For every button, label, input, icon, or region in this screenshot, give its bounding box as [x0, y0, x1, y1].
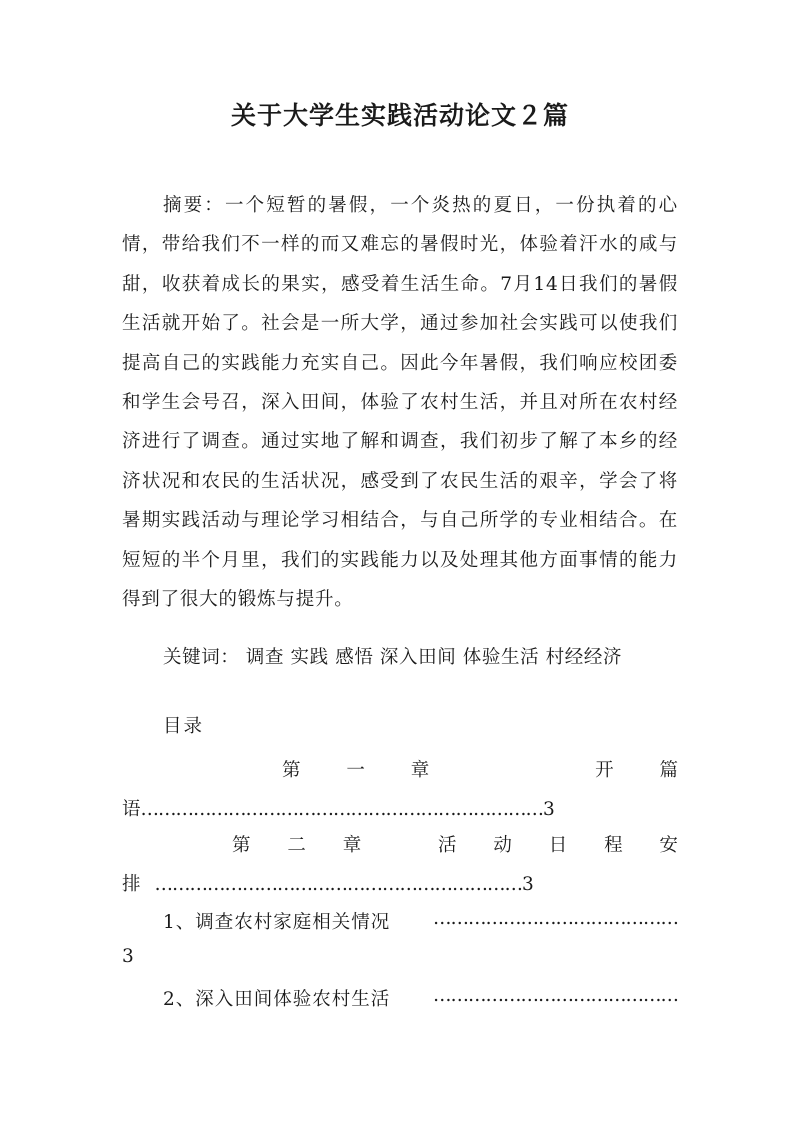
toc-char: 篇 [659, 760, 678, 781]
toc-char: 活 [438, 835, 457, 856]
toc-dots: ……………………………………………………… [154, 874, 523, 895]
toc-char: 章 [410, 760, 430, 781]
toc-section-label: 2、深入田间体验农村生活 [163, 989, 391, 1010]
toc-dots: …………………………………………………………… [140, 799, 544, 820]
toc-chapter2-title[interactable] [232, 831, 678, 857]
keywords-paragraph: 关键词： 调查 实践 感悟 深入田间 体验生活 村经经济 [163, 647, 623, 668]
toc-char: 语 [122, 799, 141, 820]
toc-page-number: 3 [543, 799, 555, 820]
toc-dots: …………………………………… [433, 908, 678, 929]
toc-section2[interactable] [163, 985, 678, 1011]
toc-char: 第 [232, 835, 251, 856]
toc-chapter1-title[interactable] [282, 756, 678, 782]
toc-char: 程 [604, 835, 623, 856]
toc-dots: …………………………………… [433, 985, 678, 1006]
abstract-paragraph: 摘要：一个短暂的暑假，一个炎热的夏日，一份执着的心情，带给我们不一样的而又难忘的暑假时光，体验着汗水的咸与甜，收获着成长的果实，感受着生活生命。7月14日我们的暑假生活就开始了。社会是一所大学，通过参加社会实践可以使我们提高自己的实践能力充实自己。因此今年暑假，我们响应校团委和学生会号召，深入田间，体验了农村生活，并且对所在农村经济进行了调查。通过实地了解和调查，我们初步了解了本乡的经济状况和农民的生活状况，感受到了农民生活的艰辛，学会了将暑期实践活动与理论学习相结合，与自己所学的专业相结合。在短短的半个月里，我们的实践能力以及处理其他方面事情的能力得到了很大的锻炼与提升。 [122, 195, 678, 611]
toc-char: 第 [282, 760, 301, 781]
toc-page-number: 3 [522, 874, 534, 895]
toc-char: 章 [342, 835, 362, 856]
toc-section1-page: 3 [122, 946, 134, 967]
toc-char: 日 [548, 835, 568, 856]
toc-char: 开 [595, 760, 614, 781]
toc-section-label: 1、调查农村家庭相关情况 [163, 912, 391, 933]
document-title: 关于大学生实践活动论文２篇 [230, 101, 569, 130]
toc-chapter1-leader[interactable] [122, 795, 555, 821]
toc-char: 安 [659, 835, 678, 856]
toc-char: 二 [287, 835, 306, 856]
toc-char: 动 [493, 835, 512, 856]
toc-chapter2-leader[interactable] [122, 870, 534, 896]
toc-char: 排 [122, 874, 141, 895]
toc-char: 一 [346, 760, 365, 781]
toc-section1[interactable] [163, 908, 678, 934]
toc-heading: 目录 [163, 716, 205, 737]
